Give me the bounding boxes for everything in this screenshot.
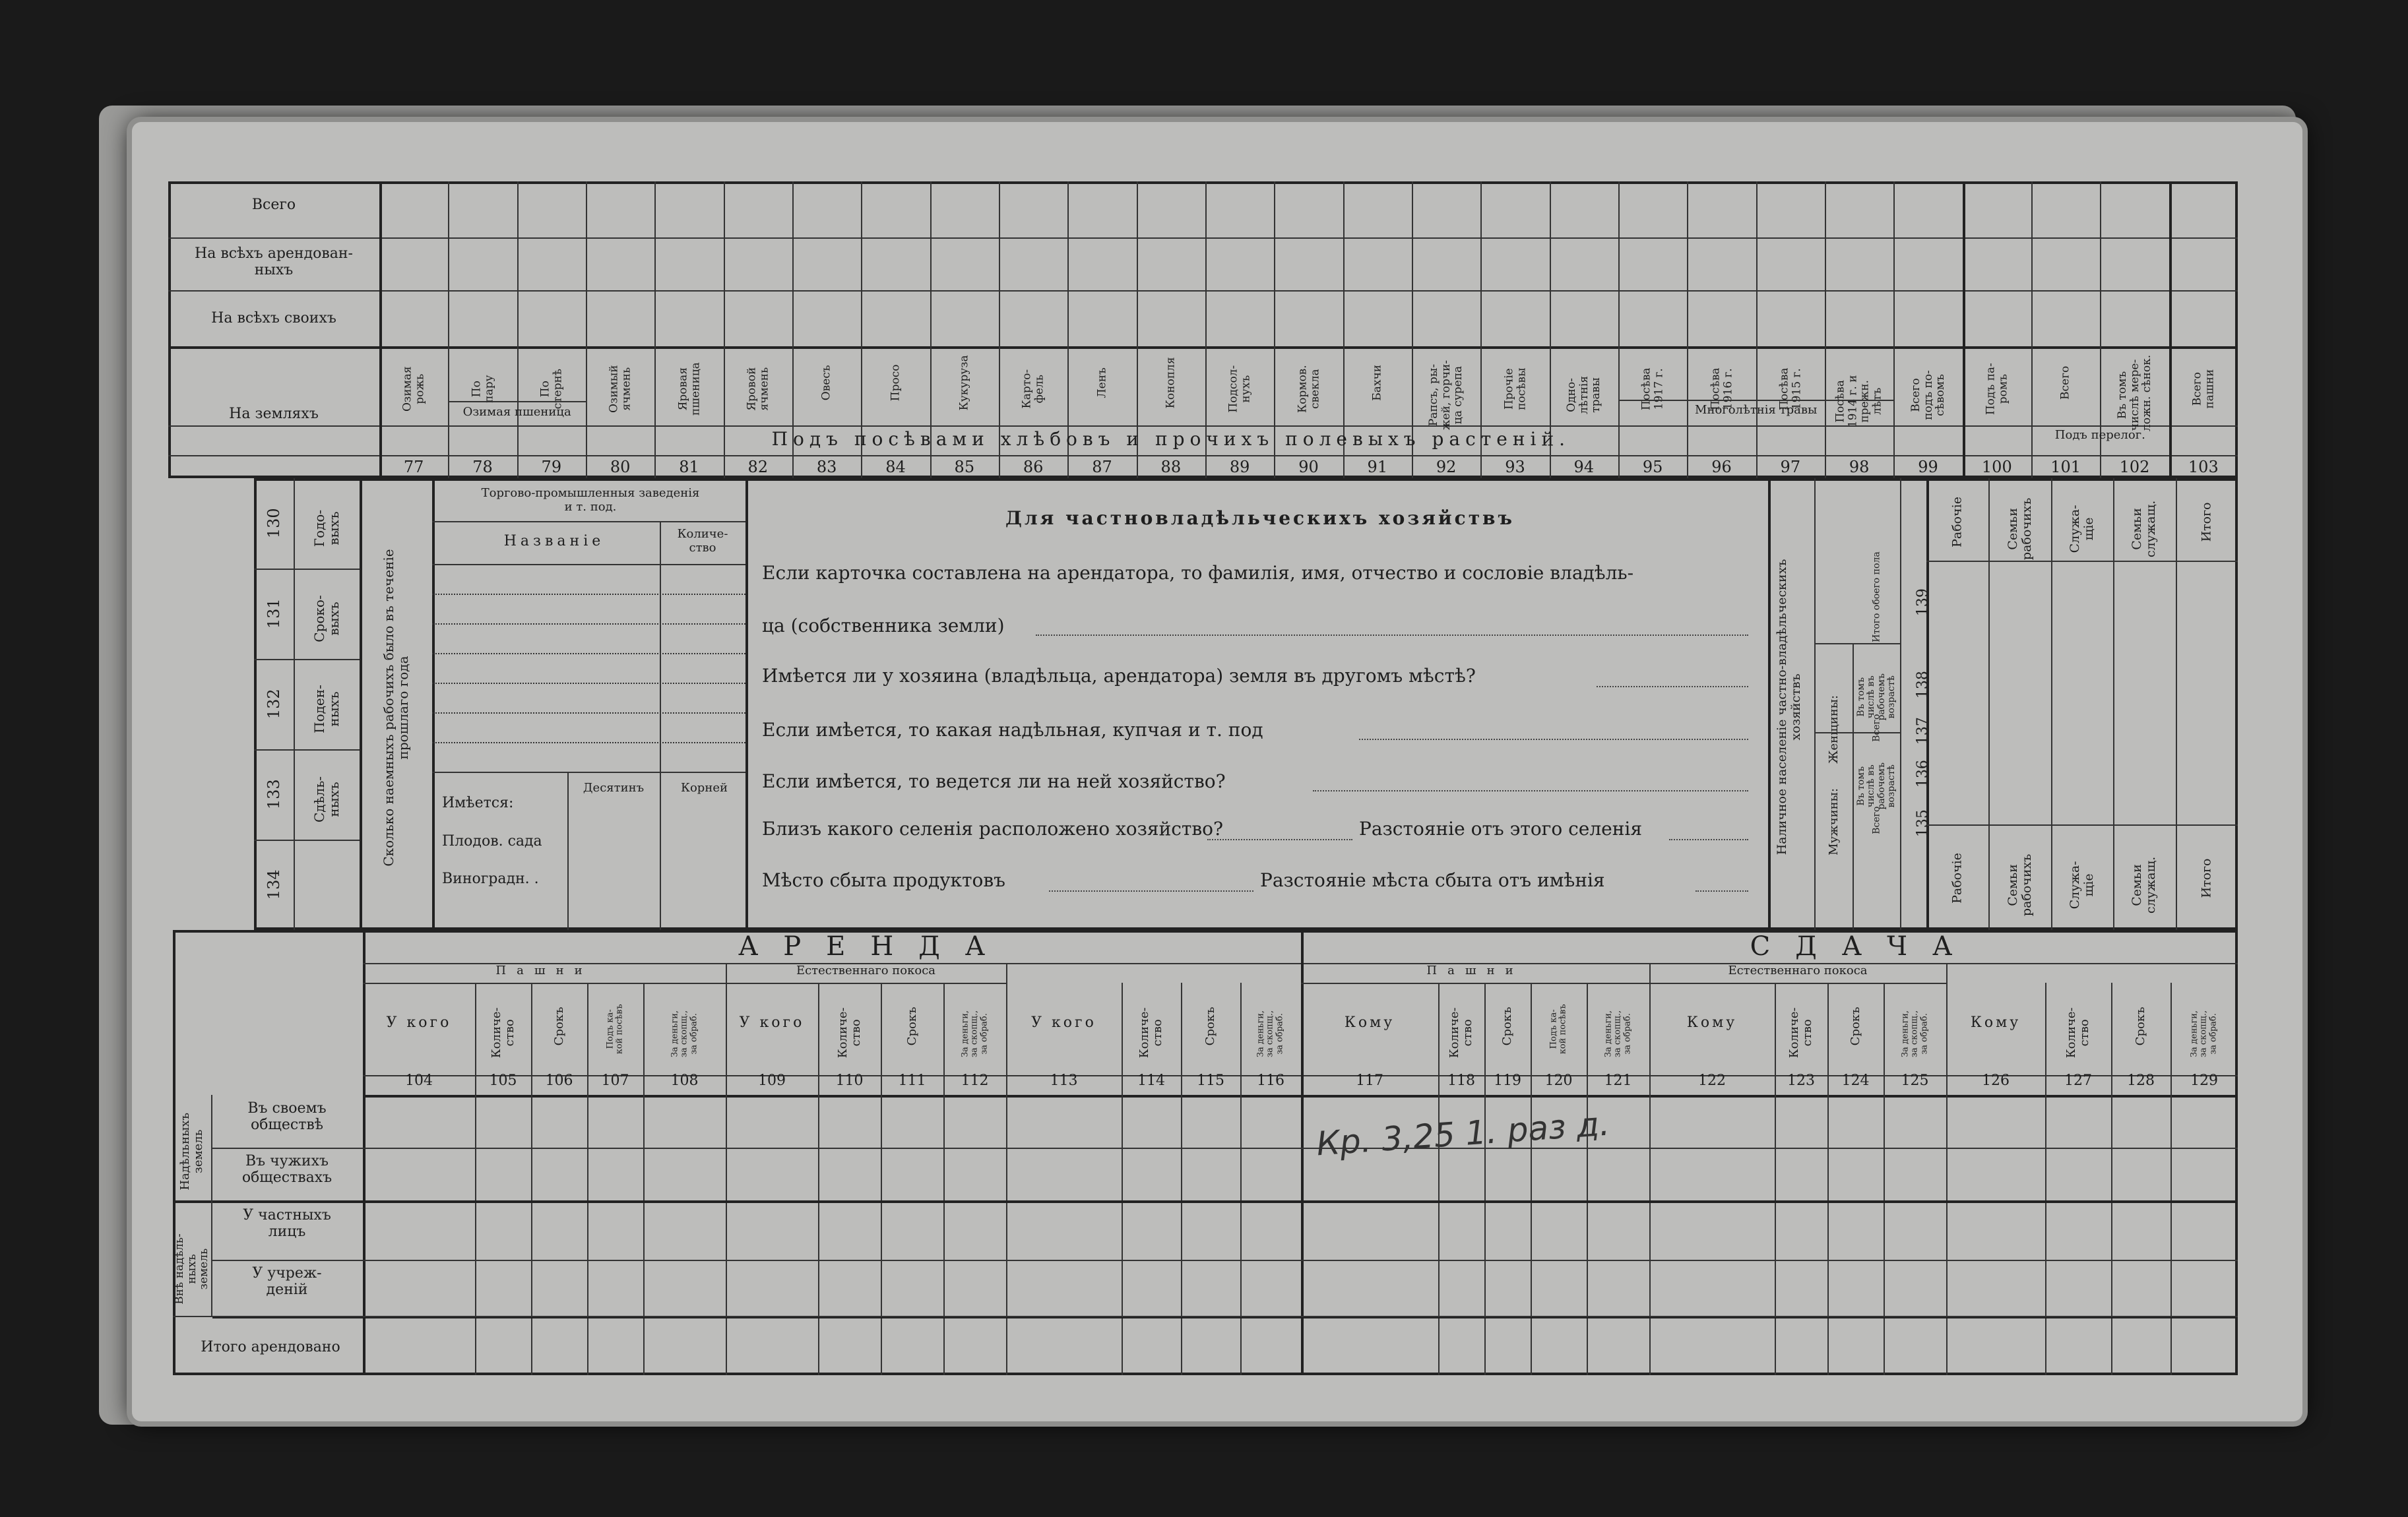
has-label: Имѣется: — [442, 795, 514, 811]
question-7: Разстояніе отъ этого селенія — [1359, 818, 1642, 840]
row-line — [212, 1260, 2238, 1261]
arenda-heading: АРЕНДА — [738, 931, 1011, 962]
answer-line — [1207, 839, 1352, 840]
dotted-line — [432, 623, 745, 625]
crop-column-101: Всего — [2058, 365, 2072, 400]
population-number-137: 137 — [1914, 717, 1931, 745]
row-line — [1814, 643, 1900, 644]
worker-number-132: 132 — [264, 689, 283, 720]
answer-line — [1313, 790, 1748, 791]
lease-col-number-129: 129 — [2190, 1072, 2218, 1089]
header-u_kogo-9: У кого — [1031, 1014, 1096, 1031]
population-label: Наличное населеніе частно-владѣльческихъ хозяйствъ — [1775, 559, 1803, 855]
header-za_dengi-4: За деньги, за скопщ., за обраб. — [670, 1010, 699, 1058]
trade-name-header: Названіе — [503, 533, 605, 549]
answer-line — [1359, 739, 1748, 740]
row-line — [363, 983, 1006, 984]
private-farms-title: Для частновладѣльческихъ хозяйствъ — [1005, 507, 1515, 529]
men-label: Мужчины: — [1827, 788, 1841, 855]
question-3: Имѣется ли у хозяина (владѣльца, арендатора) земля въ другомъ мѣстѣ? — [762, 665, 1476, 687]
lease-total-label: Итого арендовано — [201, 1339, 340, 1355]
question-5: Если имѣется, то ведется ли на ней хозяйство? — [762, 770, 1226, 792]
row-line — [1301, 983, 1946, 984]
column-line — [2051, 478, 2052, 930]
lease-col-number-123: 123 — [1787, 1072, 1815, 1089]
crop-column-87: Ленъ — [1095, 367, 1109, 398]
row-line — [432, 564, 745, 565]
vne-nadelnye-group-label: Внѣ надѣль- ныхъ земель — [172, 1233, 211, 1305]
worker-type-130: Годо- выхъ — [311, 509, 342, 547]
worker-type-133: Сдѣль- ныхъ — [311, 776, 342, 823]
population-col-138: Въ томъ числѣ въ рабочемъ возрастѣ — [1856, 673, 1897, 721]
staff-col-bottom-4: Итого — [2199, 858, 2214, 898]
column-number-101: 101 — [2050, 458, 2081, 476]
worker-type-131: Сроко- выхъ — [311, 595, 342, 642]
column-number-88: 88 — [1160, 458, 1182, 476]
lease-col-number-106: 106 — [545, 1072, 573, 1089]
answer-line — [1049, 890, 1253, 892]
column-line — [660, 521, 661, 772]
column-line — [1768, 478, 1771, 930]
group-line — [448, 401, 586, 402]
group-pashni-arenda: Пашни — [495, 964, 593, 977]
crop-column-84: Просо — [889, 364, 903, 402]
header-kolichestvo-1: Количе- ство — [489, 1007, 517, 1059]
staff-col-bottom-3: Семьи служащ. — [2130, 856, 2159, 914]
worker-number-134: 134 — [264, 869, 283, 900]
crop-column-103: Всего пашни — [2190, 369, 2216, 409]
lease-col-number-111: 111 — [898, 1072, 926, 1089]
column-line — [360, 478, 362, 930]
group-label-line — [211, 1095, 212, 1316]
row-line — [254, 659, 360, 660]
question-6: Близъ какого селенія расположено хозяйство? — [762, 818, 1224, 840]
column-number-85: 85 — [954, 458, 975, 476]
crop-column-88: Конопля — [1164, 357, 1178, 409]
lease-col-number-115: 115 — [1197, 1072, 1224, 1089]
group-pokos-sdacha: Естественнаго покоса — [1728, 964, 1868, 977]
column-number-80: 80 — [610, 458, 631, 476]
header-komu-22: Кому — [1970, 1014, 2021, 1031]
row-line — [254, 569, 360, 570]
column-line — [567, 772, 569, 930]
nadelnye-group-label: Надѣльныхъ земель — [178, 1113, 205, 1191]
group-winter-wheat: Озимая пшеница — [462, 405, 571, 419]
crop-column-85: Кукуруза — [957, 355, 971, 411]
column-line — [745, 478, 748, 930]
column-number-99: 99 — [1918, 458, 1938, 476]
crop-column-94: Одно- лѣтнія травы — [1564, 376, 1603, 415]
population-col-139: Итого обоего пола — [1871, 551, 1882, 642]
column-number-90: 90 — [1298, 458, 1319, 476]
lease-row-private-persons: У частныхъ лицъ — [243, 1207, 331, 1241]
header-komu-18: Кому — [1686, 1014, 1738, 1031]
row-line — [254, 840, 360, 841]
column-line — [1814, 478, 1816, 930]
group-pashni-sdacha: Пашни — [1426, 964, 1524, 977]
staff-col-bottom-0: Рабочіе — [1949, 853, 1965, 904]
lease-col-number-105: 105 — [489, 1072, 517, 1089]
dotted-line — [432, 712, 745, 714]
header-u_kogo-0: У кого — [386, 1014, 452, 1031]
population-number-135: 135 — [1914, 809, 1931, 838]
vineyard-label: Виноградн. . — [442, 871, 539, 887]
row-label-own: На всѣхъ своихъ — [211, 310, 336, 326]
crop-column-79: По стернѣ — [538, 368, 564, 410]
column-number-94: 94 — [1573, 458, 1595, 476]
lease-col-number-127: 127 — [2064, 1072, 2092, 1089]
column-number-84: 84 — [885, 458, 906, 476]
population-col-137: Всего — [1871, 714, 1882, 742]
column-line — [1926, 478, 1929, 930]
header-za_dengi-12: За деньги, за скопщ., за обраб. — [1255, 1010, 1285, 1058]
group-perennial-grasses: Многолѣтнія травы — [1695, 403, 1818, 417]
crop-column-90: Кормов. свекла — [1295, 365, 1321, 414]
staff-col-top-0: Рабочіе — [1949, 497, 1965, 547]
column-number-87: 87 — [1092, 458, 1112, 476]
lease-col-number-120: 120 — [1544, 1072, 1573, 1089]
dotted-line — [432, 742, 745, 743]
column-number-77: 77 — [403, 458, 424, 476]
column-line — [2169, 181, 2172, 478]
row-line — [168, 237, 2238, 239]
group-pokos-arenda: Естественнаго покоса — [796, 964, 936, 977]
crop-column-96: Посѣва 1916 г. — [1708, 367, 1734, 410]
dotted-line — [432, 653, 745, 654]
row-line — [168, 290, 2238, 292]
arenda-sdacha-divider — [1301, 930, 1304, 1375]
desyatin-header: Десятинъ — [583, 781, 645, 795]
staff-col-top-2: Служа- щіе — [2068, 505, 2096, 553]
question-2: ца (собственника земли) — [762, 615, 1005, 636]
staff-col-bottom-1: Семьи рабочихъ — [2005, 853, 2034, 917]
lease-row-own-society: Въ своемъ обществѣ — [247, 1100, 327, 1134]
column-number-78: 78 — [472, 458, 493, 476]
crop-column-93: Прочіе посѣвы — [1502, 367, 1528, 410]
row-line — [212, 1148, 2238, 1149]
crop-column-99: Всего подъ по- сѣвомъ — [1909, 370, 1947, 420]
column-number-82: 82 — [747, 458, 769, 476]
lease-col-number-121: 121 — [1604, 1072, 1632, 1089]
column-number-96: 96 — [1711, 458, 1732, 476]
lease-col-number-107: 107 — [601, 1072, 629, 1089]
header-pod_kakoi-16: Подъ ка- кой посѣвъ — [1548, 1004, 1568, 1055]
header-u_kogo-5: У кого — [739, 1014, 805, 1031]
lease-col-number-122: 122 — [1698, 1072, 1726, 1089]
crop-column-97: Посѣва 1915 г. — [1777, 367, 1803, 410]
question-1: Если карточка составлена на арендатора, то фамилія, имя, отчество и сословіе владѣль- — [762, 562, 1634, 584]
header-za_dengi-21: За деньги, за скопщ., за обраб. — [1900, 1010, 1929, 1058]
crop-column-82: Яровой ячмень — [745, 367, 771, 411]
crop-column-98: Посѣва 1914 г. и прежн. лѣтъ — [1833, 375, 1884, 428]
lease-col-number-118: 118 — [1447, 1072, 1475, 1089]
column-number-91: 91 — [1367, 458, 1388, 476]
trade-qty-header: Количе- ство — [677, 527, 728, 555]
lease-col-number-116: 116 — [1257, 1072, 1284, 1089]
header-srok-24: Срокъ — [2134, 1006, 2148, 1046]
lease-col-number-108: 108 — [670, 1072, 699, 1089]
column-number-97: 97 — [1780, 458, 1801, 476]
lease-col-number-104: 104 — [405, 1072, 433, 1089]
crop-column-100: Подъ па- ромъ — [1984, 363, 2010, 416]
header-srok-15: Срокъ — [1500, 1006, 1515, 1046]
lease-col-number-117: 117 — [1356, 1072, 1383, 1089]
population-col-135: Всего — [1871, 806, 1882, 834]
column-line — [2113, 478, 2114, 930]
population-number-139: 139 — [1914, 588, 1931, 617]
crop-column-77: Озимая рожь — [400, 366, 427, 412]
header-kolichestvo-6: Количе- ство — [835, 1007, 863, 1059]
crop-column-86: Карто- фель — [1020, 369, 1046, 409]
staff-col-top-3: Семьи служащ. — [2130, 500, 2159, 558]
header-kolichestvo-19: Количе- ство — [1787, 1007, 1814, 1059]
header-srok-20: Срокъ — [1848, 1006, 1862, 1046]
group-line — [1618, 400, 1893, 401]
worker-number-133: 133 — [264, 779, 283, 810]
lease-col-number-112: 112 — [961, 1072, 989, 1089]
column-line — [1963, 181, 1965, 478]
row-line — [173, 1200, 2238, 1203]
worker-number-131: 131 — [264, 598, 283, 629]
header-kolichestvo-14: Количе- ство — [1447, 1007, 1474, 1059]
column-number-103: 103 — [2188, 458, 2219, 476]
row-line — [168, 346, 2238, 349]
question-9: Разстояніе мѣста сбыта отъ имѣнія — [1260, 869, 1605, 891]
handwritten-note: Кр. 3,25 1. раз д. — [1315, 1104, 1611, 1163]
column-number-83: 83 — [816, 458, 837, 476]
dotted-line — [432, 594, 745, 595]
lease-col-number-110: 110 — [835, 1072, 864, 1089]
question-8: Мѣсто сбыта продуктовъ — [762, 869, 1005, 891]
crop-column-91: Бахчи — [1370, 364, 1384, 401]
lease-row-institutions: У учреж- деній — [252, 1265, 322, 1299]
column-number-92: 92 — [1436, 458, 1457, 476]
header-pod_kakoi-3: Подъ ка- кой посѣвъ — [605, 1004, 625, 1055]
header-kolichestvo-23: Количе- ство — [2064, 1007, 2091, 1059]
group-fallow: Подъ перелог. — [2054, 428, 2145, 442]
answer-line — [1597, 686, 1748, 687]
lease-col-number-119: 119 — [1494, 1072, 1521, 1089]
header-srok-7: Срокъ — [904, 1006, 919, 1046]
column-number-95: 95 — [1642, 458, 1663, 476]
column-number-89: 89 — [1229, 458, 1250, 476]
header-za_dengi-25: За деньги, за скопщ., за обраб. — [2189, 1010, 2219, 1058]
row-line — [173, 1316, 2238, 1317]
answer-line — [1036, 635, 1748, 636]
row-line — [1926, 824, 2238, 826]
lease-col-number-124: 124 — [1841, 1072, 1870, 1089]
row-label-rented: На всѣхъ арендован- ныхъ — [195, 245, 353, 279]
column-line — [1988, 478, 1990, 930]
column-number-98: 98 — [1849, 458, 1870, 476]
column-number-81: 81 — [679, 458, 699, 476]
lease-col-number-113: 113 — [1050, 1072, 1078, 1089]
row-line — [432, 521, 745, 522]
column-number-86: 86 — [1023, 458, 1044, 476]
sdacha-heading: СДАЧА — [1750, 931, 1978, 962]
row-label-lands: На земляхъ — [229, 406, 319, 422]
column-line — [432, 478, 435, 930]
column-line — [2176, 478, 2177, 930]
staff-col-top-4: Итого — [2199, 502, 2214, 542]
kornei-header: Корней — [681, 781, 728, 795]
crop-column-78: По пару — [469, 375, 495, 403]
label-column-line — [363, 930, 365, 1375]
hired-workers-label: Сколько наемныхъ рабочихъ было въ теченіе прошлаго года — [381, 549, 411, 867]
row-label-total: Всего — [251, 197, 296, 213]
women-label: Женщины: — [1827, 695, 1841, 764]
column-number-102: 102 — [2119, 458, 2150, 476]
column-line — [294, 478, 295, 930]
question-4: Если имѣется, то какая надѣльная, купчая и т. под — [762, 719, 1263, 741]
orchard-label: Плодов. сада — [442, 833, 542, 850]
worker-type-132: Поден- ныхъ — [311, 685, 342, 733]
column-line — [1900, 478, 1901, 930]
crop-column-92: Рапсъ, ры- жей, горчи- ца сурепа — [1427, 359, 1465, 431]
header-srok-2: Срокъ — [552, 1006, 566, 1046]
dotted-line — [432, 683, 745, 684]
population-number-136: 136 — [1914, 760, 1931, 788]
column-line — [1853, 643, 1854, 930]
worker-number-130: 130 — [264, 508, 283, 539]
column-number-79: 79 — [541, 458, 562, 476]
crop-column-83: Овесъ — [819, 365, 833, 401]
population-number-138: 138 — [1914, 671, 1931, 699]
header-za_dengi-17: За деньги, за скопщ., за обраб. — [1603, 1010, 1632, 1058]
answer-line — [1669, 839, 1748, 840]
header-za_dengi-8: За деньги, за скопщ., за обраб. — [960, 1010, 989, 1058]
answer-line — [1695, 890, 1748, 892]
lease-col-number-114: 114 — [1137, 1072, 1165, 1089]
header-srok-11: Срокъ — [1203, 1006, 1218, 1046]
crop-column-102: Въ томъ числѣ мере- ложн. сѣнок. — [2115, 354, 2153, 432]
row-line — [432, 772, 745, 773]
lease-col-number-126: 126 — [1982, 1072, 2010, 1089]
row-line — [168, 455, 2238, 456]
crop-column-95: Посѣва 1917 г. — [1639, 367, 1666, 410]
staff-col-top-1: Семьи рабочихъ — [2005, 497, 2034, 561]
crop-column-81: Яровая пшеница — [676, 362, 702, 416]
header-komu-13: Кому — [1344, 1014, 1395, 1031]
row-line — [1926, 561, 2238, 562]
lease-col-number-125: 125 — [1901, 1072, 1929, 1089]
staff-col-bottom-2: Служа- щіе — [2068, 861, 2096, 910]
trade-title: Торгово-промышленныя заведенія и т. под. — [481, 486, 700, 514]
crop-column-89: Подсол- нухъ — [1226, 365, 1253, 413]
column-number-93: 93 — [1505, 458, 1525, 476]
crop-column-80: Озимый ячмень — [607, 365, 633, 413]
header-kolichestvo-10: Количе- ство — [1137, 1007, 1164, 1059]
lease-row-other-society: Въ чужихъ обществахъ — [241, 1153, 333, 1187]
banner-crops: Подъ посѣвами хлѣбовъ и прочихъ полевыхъ растеній. — [771, 428, 1571, 450]
column-number-100: 100 — [1981, 458, 2012, 476]
population-col-136: Въ томъ числѣ въ рабочемъ возрастѣ — [1856, 762, 1897, 810]
lease-col-number-128: 128 — [2127, 1072, 2155, 1089]
row-line — [254, 749, 360, 751]
lease-col-number-109: 109 — [758, 1072, 786, 1089]
column-line — [660, 772, 661, 930]
